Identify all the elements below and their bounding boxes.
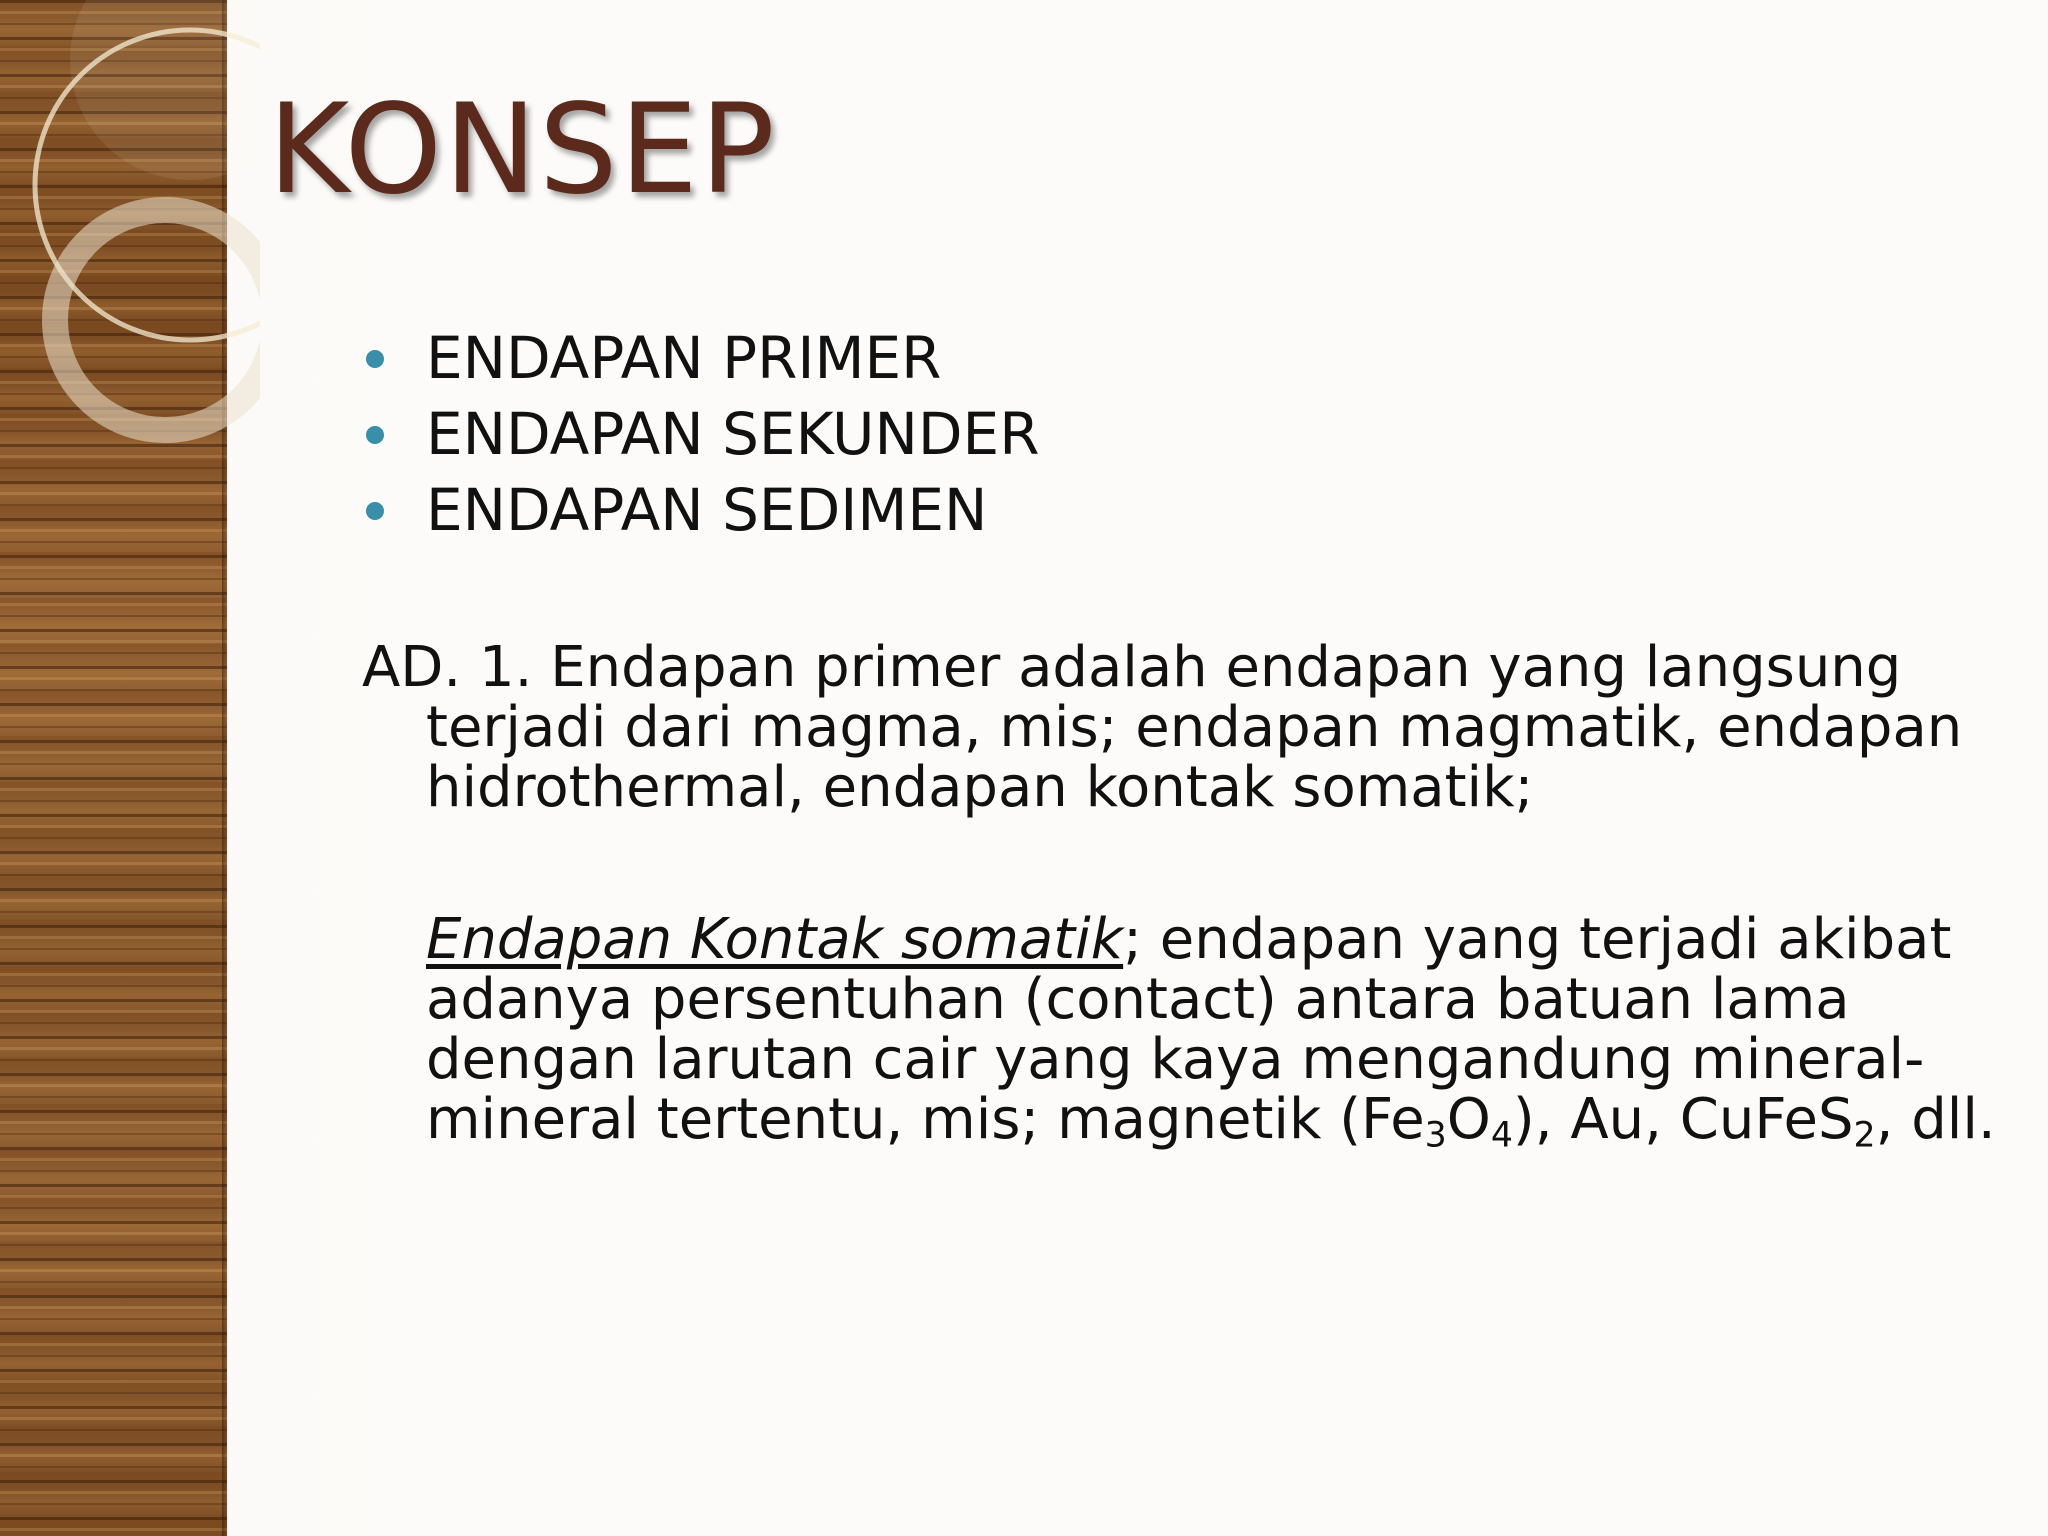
bullet-dot-icon <box>366 502 384 520</box>
bullet-item <box>360 320 1040 396</box>
paragraph-text: , dll. <box>1875 1087 1996 1152</box>
bullet-item <box>360 396 1040 472</box>
subscript: 2 <box>1853 1115 1876 1156</box>
term-contact-somatic: Endapan Kontak somatik <box>426 907 1124 972</box>
ring-glow <box>70 0 260 180</box>
bullet-dot-icon <box>366 426 384 444</box>
paragraph-text: O <box>1446 1087 1491 1152</box>
bullet-text: ENDAPAN SEKUNDER <box>426 400 1040 468</box>
slide-title: KONSEP <box>268 78 777 222</box>
paragraph-text: ; endapan yang terjadi akibat adanya persentuhan (contact) antara batuan lama dengan larutan cair yang kaya mengandung mineral-mineral tertentu, mis; magnetik (Fe <box>426 907 1952 1152</box>
bullet-text: ENDAPAN SEDIMEN <box>426 476 988 544</box>
decorative-rings <box>0 0 260 500</box>
paragraph-contact-somatic <box>426 907 2016 1156</box>
paragraph-primary-deposit: AD. 1. Endapan primer adalah endapan yang langsung terjadi dari magma, mis; endapan magmatik, endapan hidrothermal, endapan kontak somatik; <box>362 635 1963 820</box>
bullet-list <box>360 320 1040 548</box>
subscript: 3 <box>1424 1115 1447 1156</box>
paragraph-text: ), Au, CuFeS <box>1512 1087 1854 1152</box>
bullet-item <box>360 472 1040 548</box>
thick-ring <box>55 210 260 430</box>
bullet-dot-icon <box>366 350 384 368</box>
bullet-text: ENDAPAN PRIMER <box>426 324 942 392</box>
subscript: 4 <box>1490 1115 1513 1156</box>
